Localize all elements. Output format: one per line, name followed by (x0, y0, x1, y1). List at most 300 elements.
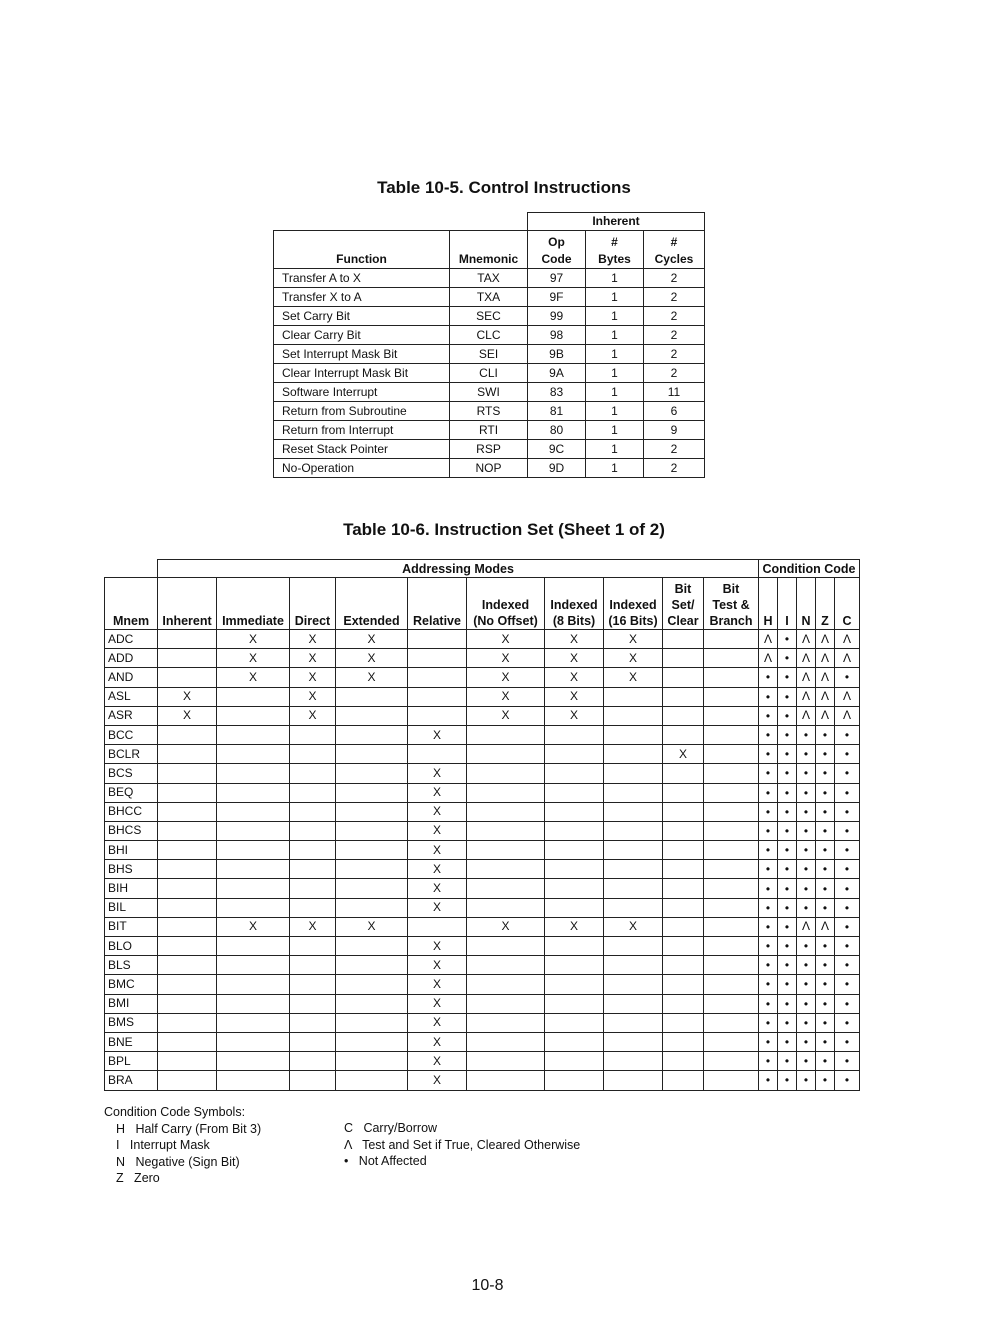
legend-item: • Not Affected (344, 1154, 427, 1168)
mode-cell (704, 994, 759, 1013)
mode-cell (158, 898, 217, 917)
mode-cell (336, 1032, 408, 1051)
mode-cell (290, 745, 336, 764)
mnemonic-cell: CLI (450, 364, 528, 383)
condition-code-cell: • (778, 802, 797, 821)
mnemonic-cell: BHCS (105, 821, 158, 840)
mode-cell (604, 1071, 663, 1090)
table-row (105, 783, 860, 802)
table-row (105, 898, 860, 917)
mode-cell: X (290, 917, 336, 936)
mode-cell (336, 898, 408, 917)
mode-cell (336, 994, 408, 1013)
condition-code-cell: • (797, 821, 816, 840)
mode-cell (467, 1052, 545, 1071)
condition-code-cell: • (759, 956, 778, 975)
mnemonic-cell: BIL (105, 898, 158, 917)
mode-cell (290, 1071, 336, 1090)
addressing-modes-header: Addressing Modes (158, 560, 759, 578)
mode-cell (336, 687, 408, 706)
condition-code-cell: • (778, 1032, 797, 1051)
mnemonic-cell: BIH (105, 879, 158, 898)
condition-code-cell: • (759, 725, 778, 744)
cycles-cell: 2 (644, 345, 705, 364)
condition-code-cell: • (835, 841, 860, 860)
condition-code-cell: • (835, 725, 860, 744)
table-row (105, 917, 860, 936)
mode-cell (158, 745, 217, 764)
mnemonic-cell: RSP (450, 440, 528, 459)
table-row (105, 1013, 860, 1032)
mode-cell (467, 841, 545, 860)
mode-cell (336, 975, 408, 994)
mode-cell (467, 994, 545, 1013)
condition-code-cell: Λ (797, 630, 816, 649)
table-row (274, 402, 705, 421)
mnemonic-cell: NOP (450, 459, 528, 478)
mode-cell (663, 898, 704, 917)
mode-cell (467, 975, 545, 994)
mode-cell (704, 764, 759, 783)
mode-cell (604, 879, 663, 898)
mode-cell (217, 725, 290, 744)
condition-code-cell: • (759, 994, 778, 1013)
legend-heading: Condition Code Symbols: (104, 1105, 246, 1119)
legend-item: Z Zero (116, 1171, 160, 1185)
mnemonic-cell: ASR (105, 706, 158, 725)
condition-code-cell: • (797, 898, 816, 917)
mode-cell (290, 1052, 336, 1071)
mode-cell: X (408, 994, 467, 1013)
condition-code-cell: Λ (797, 917, 816, 936)
mode-cell (158, 725, 217, 744)
mode-cell (604, 841, 663, 860)
mode-cell: X (408, 764, 467, 783)
mnemonic-cell: BIT (105, 917, 158, 936)
condition-code-cell: • (797, 1013, 816, 1032)
mode-cell (336, 879, 408, 898)
mode-cell (467, 956, 545, 975)
mode-cell (545, 725, 604, 744)
mode-cell (545, 841, 604, 860)
legend-item: N Negative (Sign Bit) (116, 1154, 240, 1169)
mode-cell (604, 783, 663, 802)
function-cell: Transfer X to A (274, 288, 450, 307)
mnemonic-cell: BHI (105, 841, 158, 860)
mode-cell: X (336, 649, 408, 668)
column-header: Relative (408, 578, 467, 630)
mode-cell (217, 802, 290, 821)
mnemonic-cell: BMI (105, 994, 158, 1013)
table-row (274, 421, 705, 440)
condition-code-cell: • (835, 764, 860, 783)
mode-cell: X (408, 975, 467, 994)
mode-cell (217, 937, 290, 956)
condition-code-cell: • (797, 1052, 816, 1071)
mnemonic-cell: ADD (105, 649, 158, 668)
mode-cell: X (545, 706, 604, 725)
condition-code-cell: • (797, 745, 816, 764)
opcode-cell: 99 (528, 307, 586, 326)
opcode-cell: 9C (528, 440, 586, 459)
table-row (274, 364, 705, 383)
mode-cell (408, 630, 467, 649)
condition-code-cell: • (816, 975, 835, 994)
condition-code-cell: • (816, 764, 835, 783)
bytes-cell: 1 (586, 421, 644, 440)
mode-cell (545, 1052, 604, 1071)
mode-cell: X (290, 649, 336, 668)
mode-cell (290, 841, 336, 860)
mode-cell (704, 706, 759, 725)
condition-code-cell: • (759, 668, 778, 687)
mode-cell (336, 821, 408, 840)
condition-code-cell: Λ (797, 706, 816, 725)
mode-cell (663, 1052, 704, 1071)
mode-cell (545, 764, 604, 783)
mode-cell (545, 898, 604, 917)
condition-code-cell: • (778, 937, 797, 956)
condition-code-cell: • (816, 1013, 835, 1032)
function-cell: Return from Interrupt (274, 421, 450, 440)
function-cell: Return from Subroutine (274, 402, 450, 421)
mode-cell: X (158, 706, 217, 725)
mnemonic-cell: BEQ (105, 783, 158, 802)
cycles-cell: 11 (644, 383, 705, 402)
condition-code-cell: • (835, 745, 860, 764)
instruction-set-table (104, 559, 860, 1091)
mode-cell (663, 668, 704, 687)
condition-code-cell: • (778, 706, 797, 725)
mode-cell (336, 1013, 408, 1032)
mode-cell: X (408, 725, 467, 744)
mode-cell (217, 879, 290, 898)
condition-code-cell: • (778, 630, 797, 649)
mode-cell (158, 1013, 217, 1032)
mode-cell: X (408, 783, 467, 802)
mode-cell (704, 860, 759, 879)
table-row (105, 1052, 860, 1071)
bytes-header: # Bytes (586, 231, 644, 269)
condition-code-cell: • (835, 1032, 860, 1051)
mode-cell (158, 860, 217, 879)
mode-cell (704, 630, 759, 649)
condition-code-cell: Λ (816, 917, 835, 936)
mode-cell (158, 630, 217, 649)
mode-cell (467, 1032, 545, 1051)
mode-cell: X (290, 687, 336, 706)
mode-cell (290, 860, 336, 879)
mode-cell (704, 668, 759, 687)
mnemonic-cell: BCS (105, 764, 158, 783)
mode-cell: X (467, 687, 545, 706)
condition-code-cell: • (816, 1052, 835, 1071)
mode-cell (290, 975, 336, 994)
condition-code-cell: Λ (759, 630, 778, 649)
condition-code-cell: • (816, 725, 835, 744)
bytes-cell: 1 (586, 269, 644, 288)
column-header: Bit Set/ Clear (663, 578, 704, 630)
mode-cell (158, 917, 217, 936)
mode-cell (604, 937, 663, 956)
page-number: 10-8 (471, 1277, 504, 1294)
function-cell: Set Interrupt Mask Bit (274, 345, 450, 364)
mode-cell (158, 994, 217, 1013)
mode-cell: X (290, 706, 336, 725)
condition-code-cell: • (759, 860, 778, 879)
mode-cell (604, 1032, 663, 1051)
mode-cell (217, 956, 290, 975)
column-header: Indexed (No Offset) (467, 578, 545, 630)
mode-cell (158, 975, 217, 994)
condition-code-cell: • (816, 1071, 835, 1090)
mnemonic-cell: SWI (450, 383, 528, 402)
mode-cell (336, 725, 408, 744)
mode-cell (467, 860, 545, 879)
control-instructions-table (273, 212, 705, 478)
mode-cell (467, 725, 545, 744)
mode-cell: X (545, 668, 604, 687)
function-cell: No-Operation (274, 459, 450, 478)
mode-cell: X (467, 668, 545, 687)
condition-code-cell: • (759, 764, 778, 783)
mnemonic-cell: BNE (105, 1032, 158, 1051)
mode-cell: X (408, 1071, 467, 1090)
mode-cell (158, 783, 217, 802)
condition-code-cell: • (816, 802, 835, 821)
mode-cell (290, 879, 336, 898)
table-row (105, 937, 860, 956)
mode-cell: X (604, 668, 663, 687)
mode-cell (663, 975, 704, 994)
condition-code-cell: Λ (835, 649, 860, 668)
condition-code-cell: Λ (816, 706, 835, 725)
table-row (105, 1071, 860, 1090)
legend-item: C Carry/Borrow (344, 1121, 438, 1135)
mode-cell (663, 1032, 704, 1051)
mode-cell: X (408, 860, 467, 879)
condition-code-cell: • (797, 783, 816, 802)
condition-code-cell: • (778, 879, 797, 898)
mode-cell (545, 821, 604, 840)
table-10-6-title: Table 10-6. Instruction Set (Sheet 1 of 2) (343, 520, 665, 539)
mode-cell (217, 1013, 290, 1032)
bytes-cell: 1 (586, 364, 644, 383)
table-row (274, 459, 705, 478)
mode-cell (663, 917, 704, 936)
condition-code-cell: • (816, 1032, 835, 1051)
mode-cell (604, 1052, 663, 1071)
mode-cell (704, 937, 759, 956)
mode-cell (290, 802, 336, 821)
legend-item: I Interrupt Mask (116, 1138, 210, 1152)
mode-cell: X (408, 821, 467, 840)
mode-cell (158, 764, 217, 783)
condition-code-cell: • (778, 1052, 797, 1071)
mode-cell (663, 1071, 704, 1090)
legend-item: H Half Carry (From Bit 3) (116, 1121, 262, 1136)
condition-code-cell: • (797, 994, 816, 1013)
condition-code-cell: • (778, 975, 797, 994)
condition-code-cell: • (778, 1013, 797, 1032)
mode-cell (290, 937, 336, 956)
mnemonic-cell: BCLR (105, 745, 158, 764)
condition-code-cell: • (778, 745, 797, 764)
mnemonic-cell: BHCC (105, 802, 158, 821)
condition-code-cell: • (797, 975, 816, 994)
function-cell: Set Carry Bit (274, 307, 450, 326)
condition-code-cell: • (778, 917, 797, 936)
condition-code-cell: • (778, 860, 797, 879)
condition-code-cell: • (759, 745, 778, 764)
condition-code-cell: • (759, 898, 778, 917)
mode-cell: X (663, 745, 704, 764)
cycles-cell: 2 (644, 307, 705, 326)
bytes-cell: 1 (586, 402, 644, 421)
mode-cell (217, 1052, 290, 1071)
mode-cell: X (217, 630, 290, 649)
condition-code-cell: • (759, 1071, 778, 1090)
cycles-cell: 2 (644, 288, 705, 307)
column-header: Extended (336, 578, 408, 630)
mode-cell (467, 1013, 545, 1032)
condition-code-cell: • (816, 937, 835, 956)
mnemonic-header: Mnemonic (450, 231, 528, 269)
mode-cell: X (408, 956, 467, 975)
mode-cell (663, 630, 704, 649)
mnemonic-cell: AND (105, 668, 158, 687)
mode-cell: X (336, 668, 408, 687)
column-header: Immediate (217, 578, 290, 630)
table-row (105, 994, 860, 1013)
mode-cell: X (408, 879, 467, 898)
mode-cell: X (545, 649, 604, 668)
mode-cell: X (408, 937, 467, 956)
mode-cell (604, 764, 663, 783)
mode-cell (336, 860, 408, 879)
cc-header: N (797, 578, 816, 630)
condition-code-cell: • (778, 783, 797, 802)
function-header: Function (274, 231, 450, 269)
mode-cell: X (467, 706, 545, 725)
opcode-cell: 9D (528, 459, 586, 478)
condition-code-cell: • (797, 841, 816, 860)
table-row (105, 841, 860, 860)
mode-cell (158, 841, 217, 860)
mode-cell: X (217, 917, 290, 936)
mode-cell (290, 783, 336, 802)
cycles-header: # Cycles (644, 231, 705, 269)
mode-cell (336, 745, 408, 764)
mode-cell (663, 1013, 704, 1032)
mode-cell (217, 975, 290, 994)
table-row (105, 821, 860, 840)
mode-cell (545, 937, 604, 956)
mode-cell (290, 898, 336, 917)
condition-code-cell: • (759, 687, 778, 706)
table-row (274, 307, 705, 326)
cycles-cell: 9 (644, 421, 705, 440)
condition-code-cell: • (816, 879, 835, 898)
table-row (274, 383, 705, 402)
mode-cell (408, 668, 467, 687)
bytes-cell: 1 (586, 326, 644, 345)
mode-cell (663, 649, 704, 668)
mode-cell (217, 687, 290, 706)
mode-cell (290, 994, 336, 1013)
mode-cell (408, 706, 467, 725)
mode-cell (604, 706, 663, 725)
cycles-cell: 2 (644, 269, 705, 288)
condition-code-cell: • (797, 1071, 816, 1090)
mode-cell (158, 1032, 217, 1051)
mode-cell (467, 802, 545, 821)
mode-cell (158, 879, 217, 898)
condition-code-cell: • (778, 994, 797, 1013)
condition-code-cell: Λ (759, 649, 778, 668)
condition-code-cell: • (778, 687, 797, 706)
table-row (105, 725, 860, 744)
mode-cell (704, 1013, 759, 1032)
mode-cell (158, 937, 217, 956)
mode-cell (217, 898, 290, 917)
mnemonic-cell: BMS (105, 1013, 158, 1032)
mnemonic-cell: SEI (450, 345, 528, 364)
mode-cell: X (604, 630, 663, 649)
mode-cell: X (408, 1013, 467, 1032)
mode-cell (704, 879, 759, 898)
condition-code-cell: • (835, 956, 860, 975)
mode-cell (663, 802, 704, 821)
table-10-5-title: Table 10-5. Control Instructions (377, 178, 631, 197)
condition-code-cell: • (816, 860, 835, 879)
mode-cell: X (217, 649, 290, 668)
mode-cell (704, 687, 759, 706)
bytes-cell: 1 (586, 459, 644, 478)
mode-cell (467, 764, 545, 783)
column-header: Indexed (16 Bits) (604, 578, 663, 630)
mode-cell (663, 764, 704, 783)
mode-cell: X (545, 917, 604, 936)
condition-code-cell: Λ (816, 668, 835, 687)
mode-cell: X (604, 917, 663, 936)
opcode-cell: 97 (528, 269, 586, 288)
mode-cell (604, 821, 663, 840)
inherent-group-header: Inherent (528, 213, 705, 231)
mode-cell (604, 1013, 663, 1032)
mode-cell (704, 1032, 759, 1051)
mode-cell (158, 1052, 217, 1071)
mode-cell (336, 802, 408, 821)
mnemonic-cell: RTS (450, 402, 528, 421)
condition-code-cell: • (835, 898, 860, 917)
condition-code-cell: • (759, 1052, 778, 1071)
condition-code-cell: Λ (816, 630, 835, 649)
mode-cell: X (336, 630, 408, 649)
mode-cell (604, 802, 663, 821)
condition-code-cell: • (759, 821, 778, 840)
mode-cell (604, 687, 663, 706)
mode-cell (704, 745, 759, 764)
condition-code-cell: • (797, 802, 816, 821)
mode-cell (663, 725, 704, 744)
condition-code-cell: • (759, 802, 778, 821)
mode-cell (217, 994, 290, 1013)
condition-code-cell: Λ (835, 706, 860, 725)
table-row (105, 706, 860, 725)
condition-code-cell: • (816, 783, 835, 802)
mode-cell (604, 725, 663, 744)
